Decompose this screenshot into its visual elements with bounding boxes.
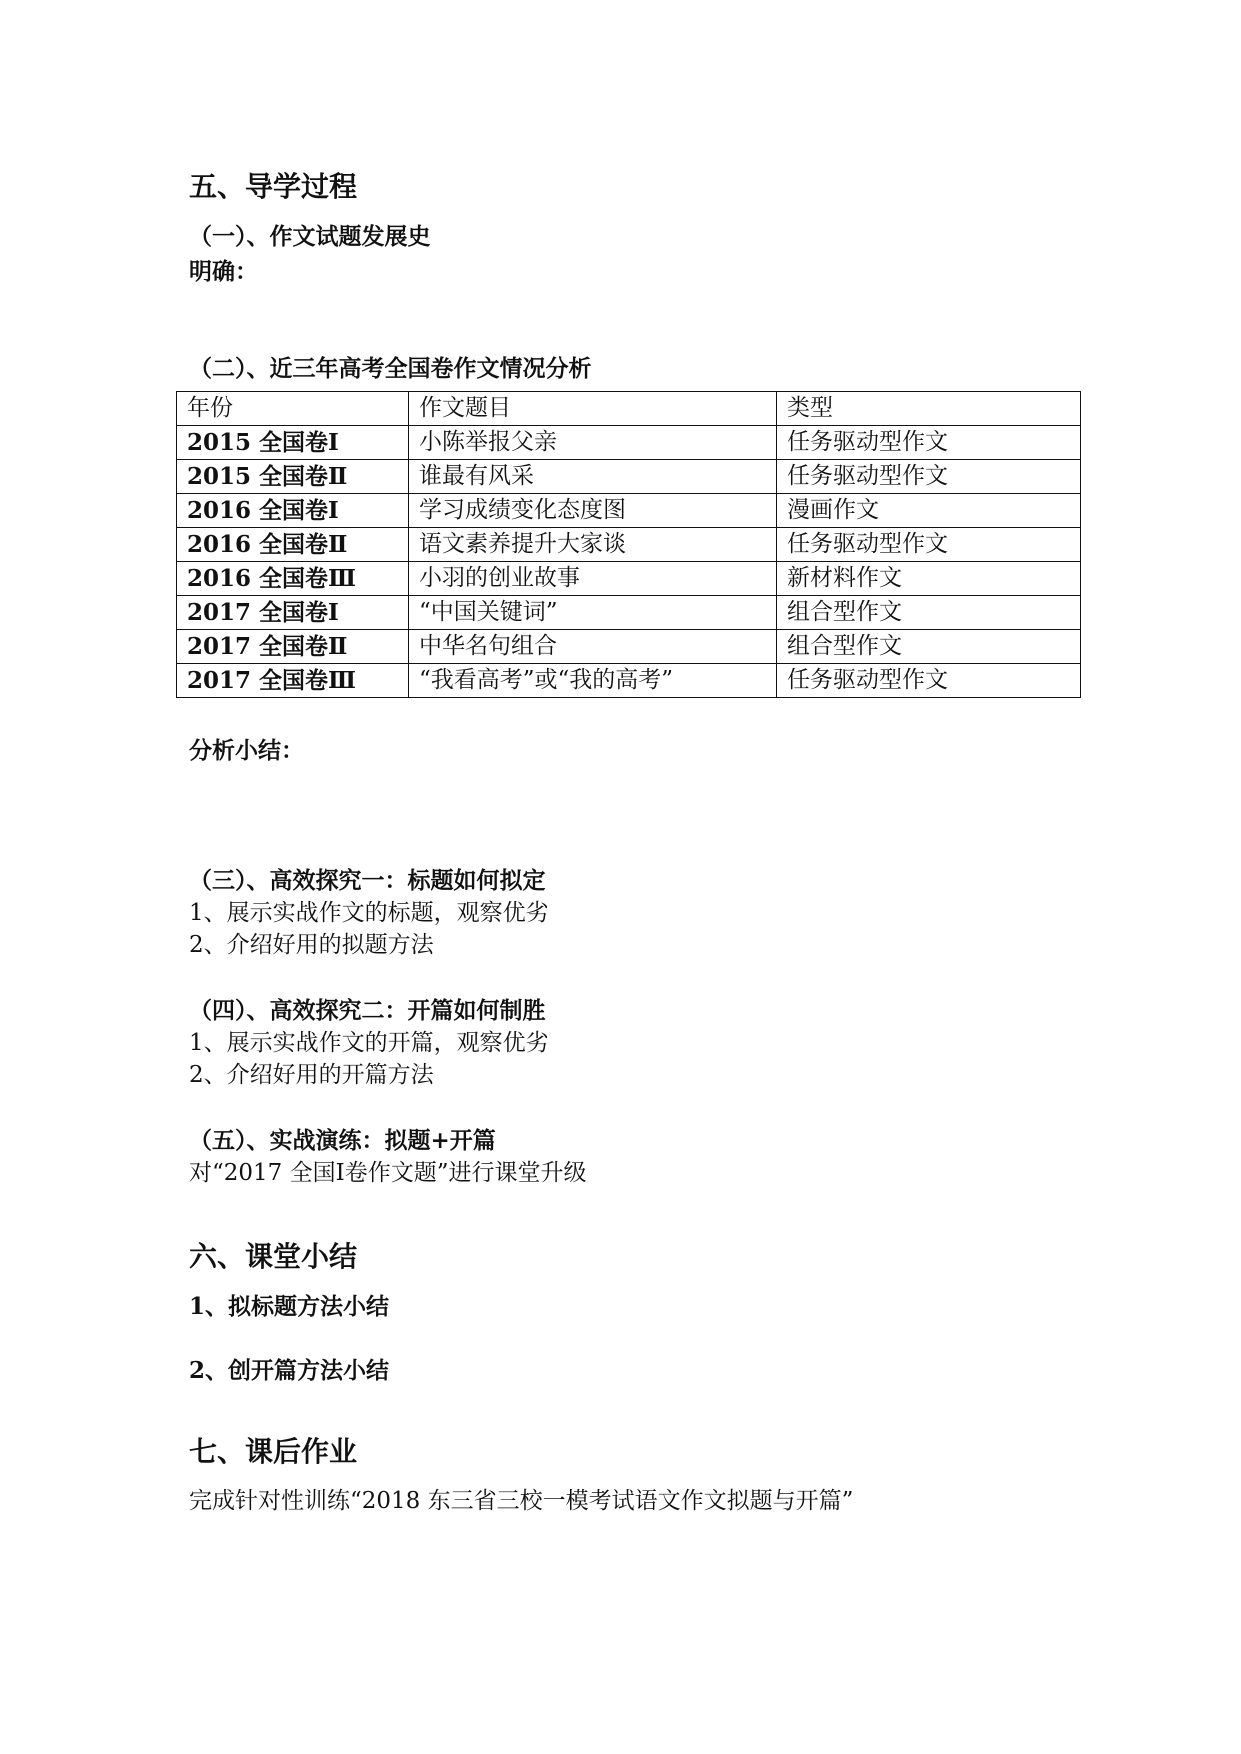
cell-year: 2017 全国卷Ⅰ [177, 596, 409, 630]
cell-year: 2016 全国卷Ⅲ [177, 562, 409, 596]
table-row [177, 426, 1081, 460]
subsection4-item-2: 2、介绍好用的开篇方法 [189, 1062, 434, 1088]
cell-topic: “我看高考”或“我的高考” [409, 664, 777, 698]
section5-heading: 五、导学过程 [189, 170, 358, 203]
table-row [177, 494, 1081, 528]
table-header-row [177, 392, 1081, 426]
section6-heading: 六、课堂小结 [189, 1240, 358, 1273]
cell-type: 新材料作文 [777, 562, 1081, 596]
cell-topic: “中国关键词” [409, 596, 777, 630]
subsection4-item-1: 1、展示实战作文的开篇，观察优劣 [189, 1030, 549, 1056]
cell-type: 任务驱动型作文 [777, 664, 1081, 698]
subsection3-item-1: 1、展示实战作文的标题，观察优劣 [189, 900, 549, 926]
cell-year: 2015 全国卷Ⅱ [177, 460, 409, 494]
cell-year: 2015 全国卷Ⅰ [177, 426, 409, 460]
subsection5-title: （五）、实战演练：拟题+开篇 [189, 1127, 496, 1154]
cell-year: 2016 全国卷Ⅱ [177, 528, 409, 562]
subsection3-title: （三）、高效探究一：标题如何拟定 [189, 867, 546, 894]
cell-topic: 语文素养提升大家谈 [409, 528, 777, 562]
header-year: 年份 [177, 392, 409, 426]
cell-type: 任务驱动型作文 [777, 426, 1081, 460]
section6-item-2: 2、创开篇方法小结 [189, 1357, 390, 1384]
cell-type: 任务驱动型作文 [777, 528, 1081, 562]
table-row [177, 460, 1081, 494]
subsection3-item-2: 2、介绍好用的拟题方法 [189, 932, 434, 958]
cell-topic: 小陈举报父亲 [409, 426, 777, 460]
table-row [177, 562, 1081, 596]
subsection5-text: 对“2017 全国Ⅰ卷作文题”进行课堂升级 [189, 1160, 587, 1186]
header-type: 类型 [777, 392, 1081, 426]
table-row [177, 664, 1081, 698]
cell-year: 2017 全国卷Ⅲ [177, 664, 409, 698]
exam-essay-table [176, 391, 1081, 698]
section7-heading: 七、课后作业 [189, 1435, 358, 1468]
cell-type: 漫画作文 [777, 494, 1081, 528]
cell-topic: 中华名句组合 [409, 630, 777, 664]
table-row [177, 528, 1081, 562]
section6-item-1: 1、拟标题方法小结 [189, 1293, 390, 1320]
table-row [177, 596, 1081, 630]
cell-type: 组合型作文 [777, 630, 1081, 664]
analysis-summary-label: 分析小结： [189, 737, 304, 764]
clarify-label: 明确： [189, 258, 258, 285]
cell-topic: 小羽的创业故事 [409, 562, 777, 596]
subsection2-title: （二）、近三年高考全国卷作文情况分析 [189, 355, 592, 382]
cell-topic: 谁最有风采 [409, 460, 777, 494]
subsection4-title: （四）、高效探究二：开篇如何制胜 [189, 997, 546, 1024]
section7-text: 完成针对性训练“2018 东三省三校一模考试语文作文拟题与开篇” [189, 1488, 854, 1514]
subsection1-title: （一）、作文试题发展史 [189, 223, 431, 250]
cell-type: 组合型作文 [777, 596, 1081, 630]
table-row [177, 630, 1081, 664]
cell-type: 任务驱动型作文 [777, 460, 1081, 494]
cell-topic: 学习成绩变化态度图 [409, 494, 777, 528]
header-topic: 作文题目 [409, 392, 777, 426]
cell-year: 2017 全国卷Ⅱ [177, 630, 409, 664]
cell-year: 2016 全国卷Ⅰ [177, 494, 409, 528]
